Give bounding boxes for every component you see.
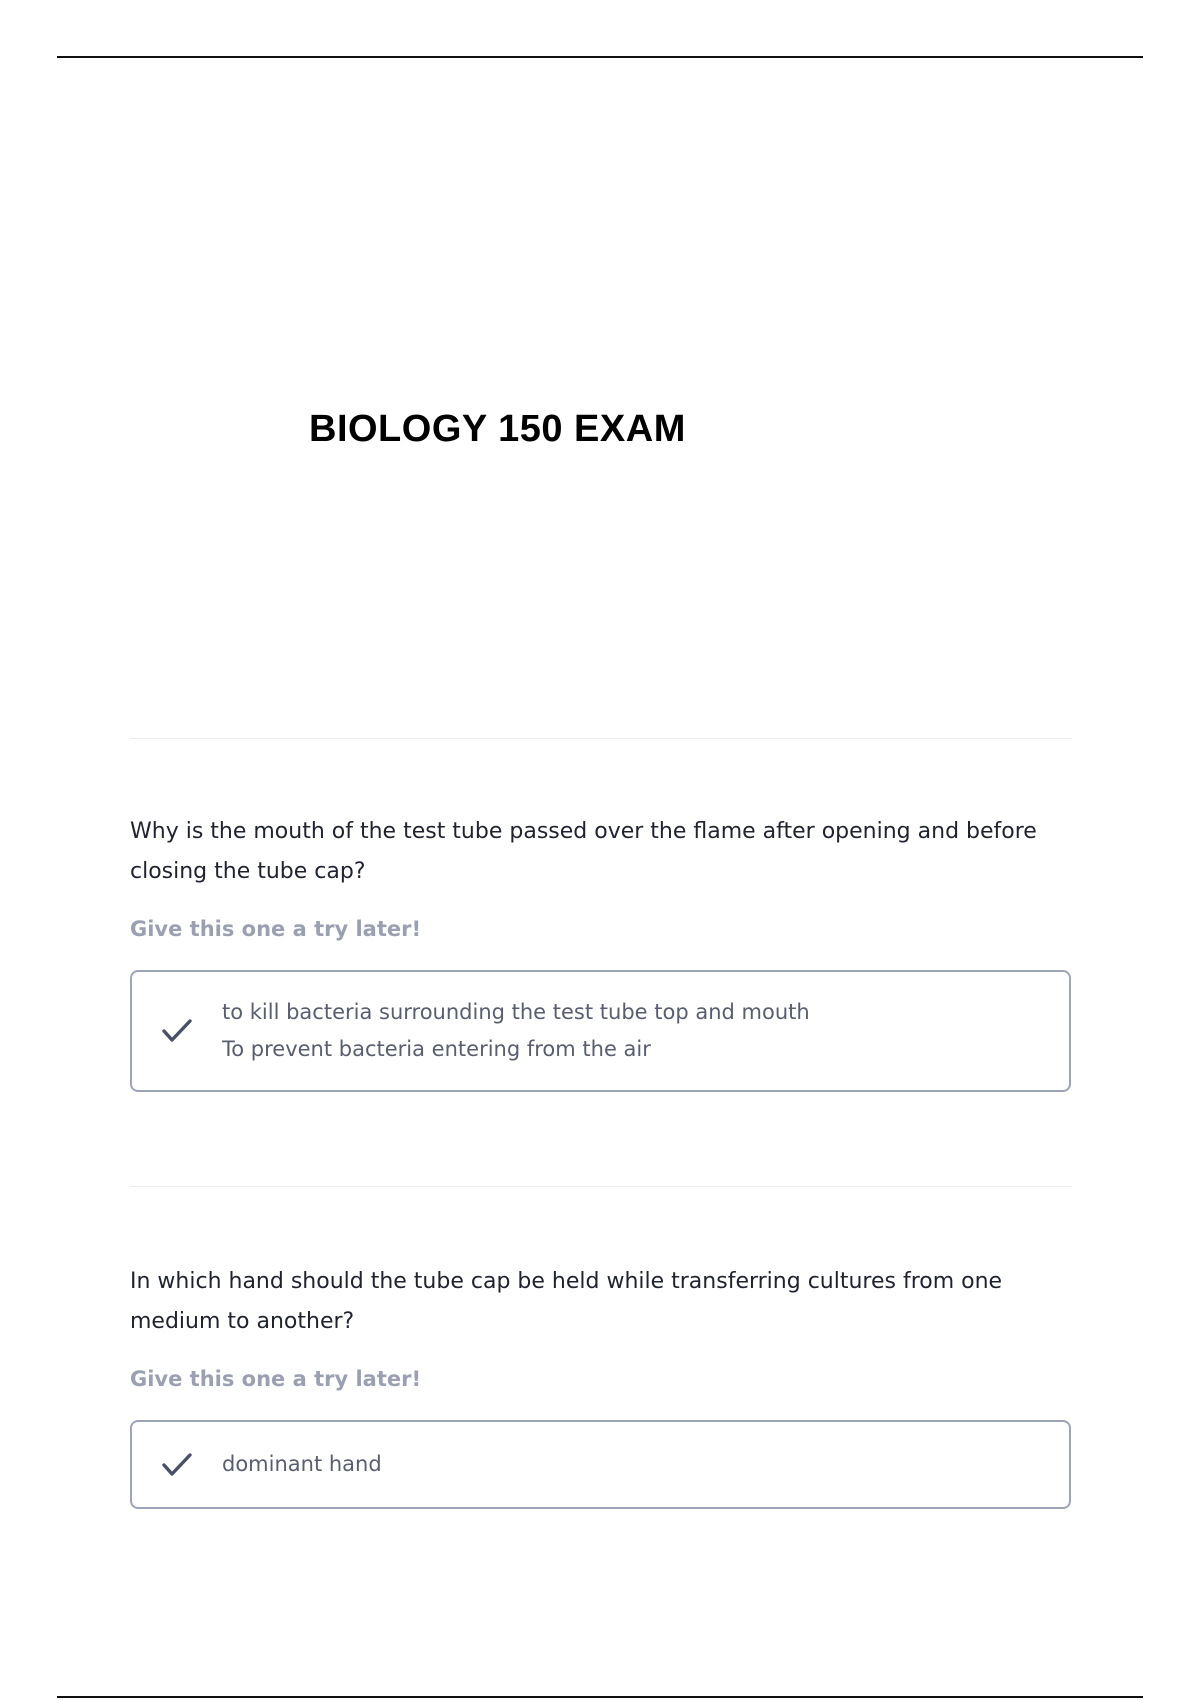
document-title: BIOLOGY 150 EXAM bbox=[309, 408, 686, 450]
answer-box bbox=[130, 1420, 1071, 1509]
question-card-2 bbox=[130, 1262, 1071, 1509]
question-text: Why is the mouth of the test tube passed over the flame after opening and before closing the tube cap? bbox=[130, 819, 1037, 884]
try-later-hint[interactable]: Give this one a try later! bbox=[130, 917, 422, 941]
page-bottom-rule bbox=[57, 1696, 1143, 1698]
question-card-1 bbox=[130, 812, 1071, 1092]
question-text: In which hand should the tube cap be held while transferring cultures from one medium to another? bbox=[130, 1269, 1003, 1334]
answer-lines bbox=[222, 994, 810, 1068]
section-divider bbox=[130, 1186, 1071, 1187]
check-icon bbox=[160, 1014, 194, 1048]
page-top-rule bbox=[57, 56, 1143, 58]
answer-lines bbox=[222, 1446, 382, 1483]
answer-line: To prevent bacteria entering from the air bbox=[222, 1037, 651, 1061]
answer-box bbox=[130, 970, 1071, 1092]
try-later-hint[interactable]: Give this one a try later! bbox=[130, 1367, 422, 1391]
check-icon bbox=[160, 1448, 194, 1482]
answer-line: to kill bacteria surrounding the test tube top and mouth bbox=[222, 1000, 810, 1024]
answer-line: dominant hand bbox=[222, 1452, 382, 1476]
section-divider bbox=[130, 738, 1071, 739]
